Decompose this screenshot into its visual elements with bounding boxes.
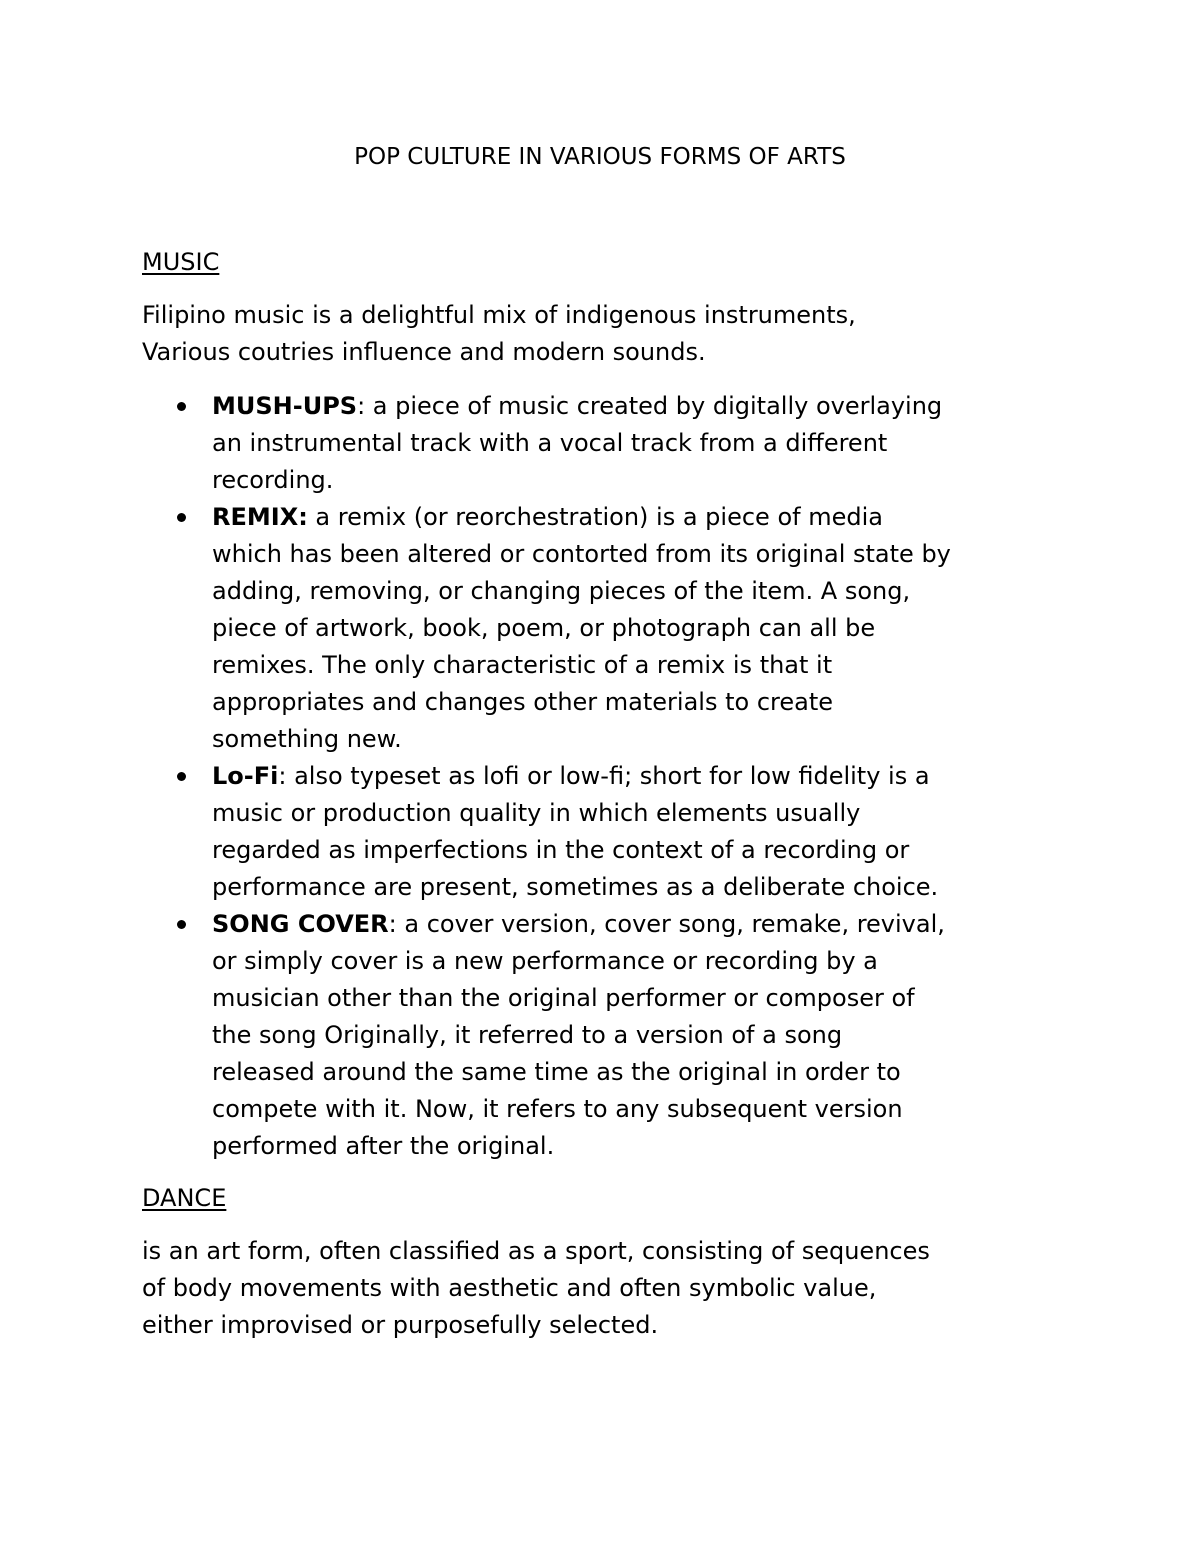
definition-text: : a piece of music created by digitally overlaying — [357, 392, 943, 420]
term-label: Lo-Fi — [212, 762, 279, 790]
bullet-icon — [177, 402, 186, 411]
definition-text: the song Originally, it referred to a version of a song — [212, 1021, 843, 1049]
definition-text: appropriates and changes other materials to create — [212, 688, 833, 716]
music-intro-paragraph — [142, 297, 1077, 371]
definition-text: or simply cover is a new performance or recording by a — [212, 947, 878, 975]
definition-text: regarded as imperfections in the context of a recording or — [212, 836, 910, 864]
definition-text: : a cover version, cover song, remake, revival, — [388, 910, 945, 938]
definition-text: remixes. The only characteristic of a remix is that it — [212, 651, 833, 679]
dance-line: of body movements with aesthetic and often symbolic value, — [142, 1274, 877, 1302]
dance-line: is an art form, often classified as a sport, consisting of sequences — [142, 1237, 930, 1265]
definition-text: an instrumental track with a vocal track from a different — [212, 429, 888, 457]
music-terms-list — [142, 388, 1077, 1165]
list-item-song-cover — [142, 906, 1077, 1165]
definition-text: something new. — [212, 725, 402, 753]
bullet-icon — [177, 920, 186, 929]
dance-heading: DANCE — [142, 1184, 227, 1212]
dance-paragraph — [142, 1233, 1077, 1344]
term-label: MUSH-UPS — [212, 392, 358, 420]
definition-text: musician other than the original performer or composer of — [212, 984, 915, 1012]
definition-text: compete with it. Now, it refers to any subsequent version — [212, 1095, 903, 1123]
definition-text: music or production quality in which elements usually — [212, 799, 861, 827]
definition-text: piece of artwork, book, poem, or photograph can all be — [212, 614, 876, 642]
music-intro-line: Various coutries influence and modern sounds. — [142, 338, 706, 366]
definition-text: : also typeset as lofi or low-fi; short for low fidelity is a — [278, 762, 930, 790]
definition-text: performance are present, sometimes as a deliberate choice. — [212, 873, 939, 901]
dance-line: either improvised or purposefully selected. — [142, 1311, 659, 1339]
definition-text: released around the same time as the original in order to — [212, 1058, 901, 1086]
list-item-lo-fi — [142, 758, 1077, 906]
definition-text: recording. — [212, 466, 334, 494]
bullet-icon — [177, 513, 186, 522]
document-title: POP CULTURE IN VARIOUS FORMS OF ARTS — [354, 144, 846, 170]
list-item-remix — [142, 499, 1077, 758]
definition-text: performed after the original. — [212, 1132, 555, 1160]
list-item-mush-ups — [142, 388, 1077, 499]
term-label: REMIX: — [212, 503, 308, 531]
bullet-icon — [177, 772, 186, 781]
definition-text: a remix (or reorchestration) is a piece of media — [307, 503, 883, 531]
definition-text: which has been altered or contorted from its original state by — [212, 540, 951, 568]
music-intro-line: Filipino music is a delightful mix of indigenous instruments, — [142, 301, 856, 329]
music-heading: MUSIC — [142, 248, 220, 276]
definition-text: adding, removing, or changing pieces of the item. A song, — [212, 577, 911, 605]
term-label: SONG COVER — [212, 910, 389, 938]
